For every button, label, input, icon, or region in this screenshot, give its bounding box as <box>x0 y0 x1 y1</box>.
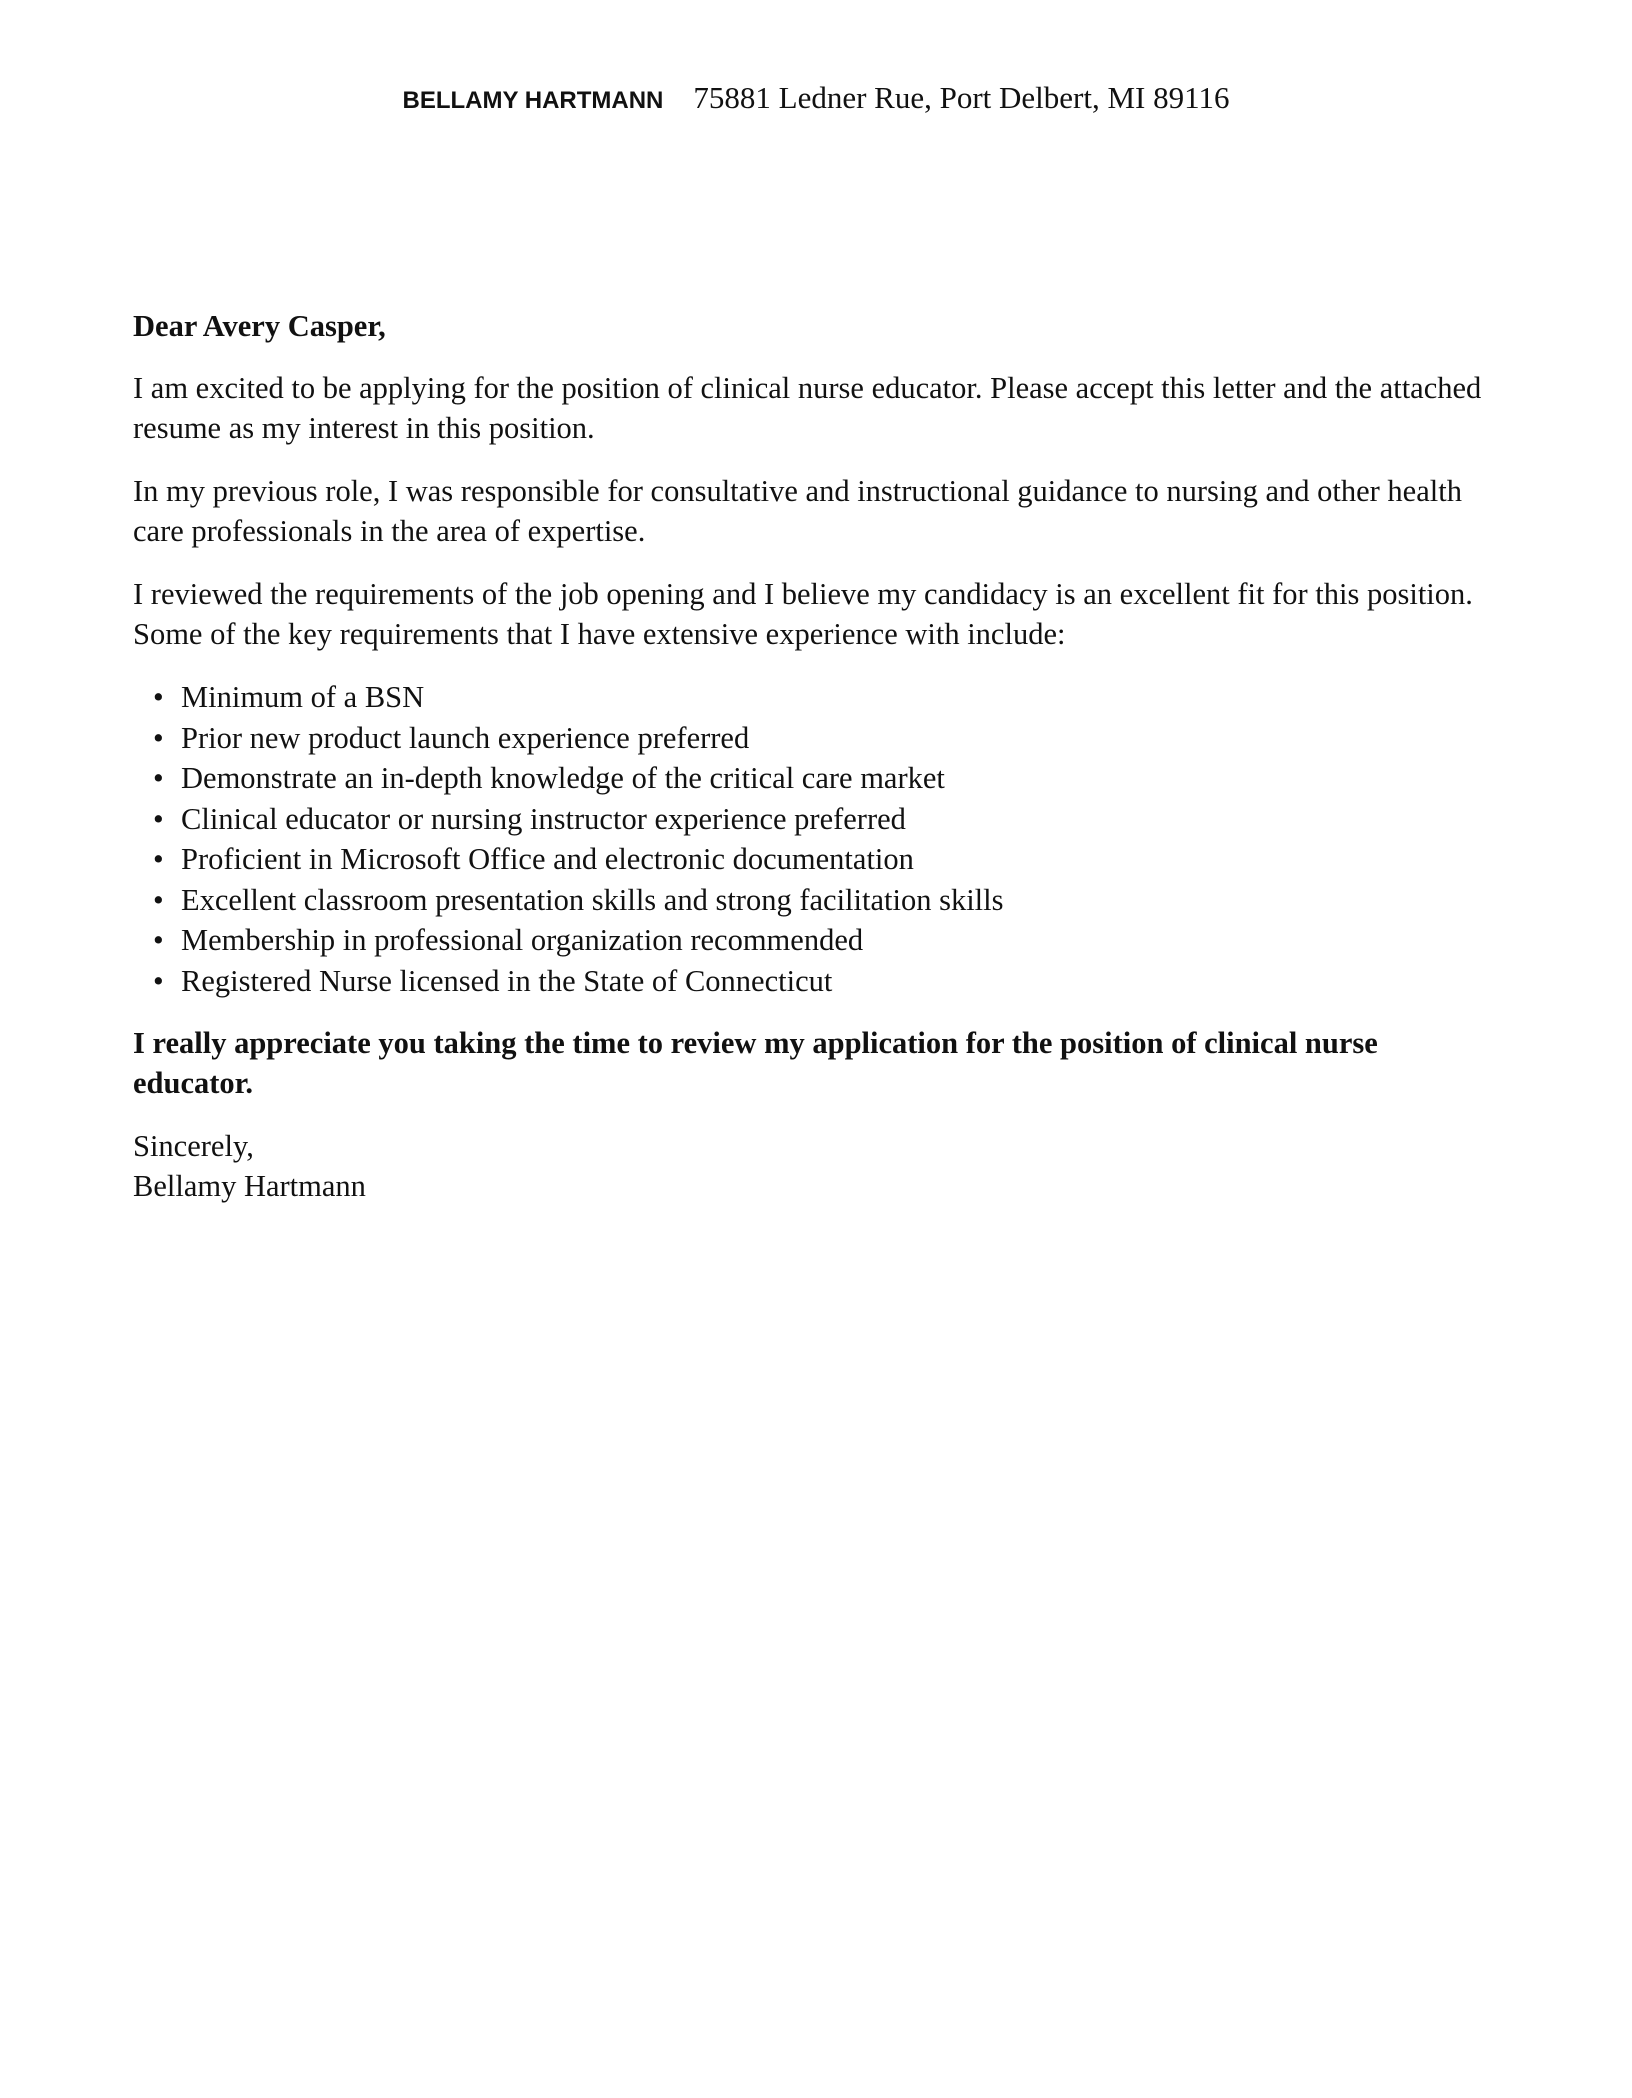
letterhead <box>0 80 1632 116</box>
requirement-text: Minimum of a BSN <box>181 680 425 714</box>
bullet-icon: • <box>153 963 164 998</box>
bullet-icon: • <box>153 801 164 836</box>
requirements-intro-paragraph: I reviewed the requirements of the job opening and I believe my candidacy is an excellent fit for this position. Some of the key requirements that I have extensive experience with include: <box>133 577 1473 651</box>
requirement-item <box>133 880 1499 921</box>
bullet-icon: • <box>153 761 164 795</box>
requirement-text: Demonstrate an in-depth knowledge of the critical care market <box>181 761 945 795</box>
requirement-item <box>133 961 1499 1002</box>
requirement-text: Registered Nurse licensed in the State of Connecticut <box>181 963 833 998</box>
requirement-text: Excellent classroom presentation skills and strong facilitation skills <box>181 882 1004 917</box>
signoff-text: Sincerely, <box>133 1129 254 1163</box>
bullet-icon: • <box>153 842 164 876</box>
bullet-icon: • <box>153 720 164 755</box>
requirement-text: Clinical educator or nursing instructor experience preferred <box>181 801 906 836</box>
requirement-item <box>133 839 1499 880</box>
requirements-list <box>133 677 1499 1001</box>
sender-name: BELLAMY HARTMANN <box>402 87 664 114</box>
requirement-item <box>133 758 1499 799</box>
salutation: Dear Avery Casper, <box>133 309 386 343</box>
closing-paragraph: I really appreciate you taking the time to review my application for the position of clinical nurse educator. <box>133 1026 1378 1100</box>
experience-paragraph: In my previous role, I was responsible for consultative and instructional guidance to nursing and other health care professionals in the area of expertise. <box>133 474 1462 548</box>
requirement-text: Proficient in Microsoft Office and electronic documentation <box>181 842 914 876</box>
requirement-item <box>133 718 1499 759</box>
bullet-icon: • <box>153 882 164 917</box>
sender-address: 75881 Ledner Rue, Port Delbert, MI 89116 <box>693 80 1230 115</box>
requirement-text: Prior new product launch experience preferred <box>181 720 750 755</box>
requirement-item <box>133 677 1499 718</box>
bullet-icon: • <box>153 923 164 957</box>
requirement-item <box>133 920 1499 961</box>
signature-name: Bellamy Hartmann <box>133 1169 366 1203</box>
signoff <box>133 1126 1499 1206</box>
letter-body <box>133 306 1499 1206</box>
bullet-icon: • <box>153 680 164 714</box>
requirement-item <box>133 799 1499 840</box>
intro-paragraph: I am excited to be applying for the position of clinical nurse educator. Please accept this letter and the attached resume as my interest in this position. <box>133 371 1482 445</box>
requirement-text: Membership in professional organization recommended <box>181 923 864 957</box>
